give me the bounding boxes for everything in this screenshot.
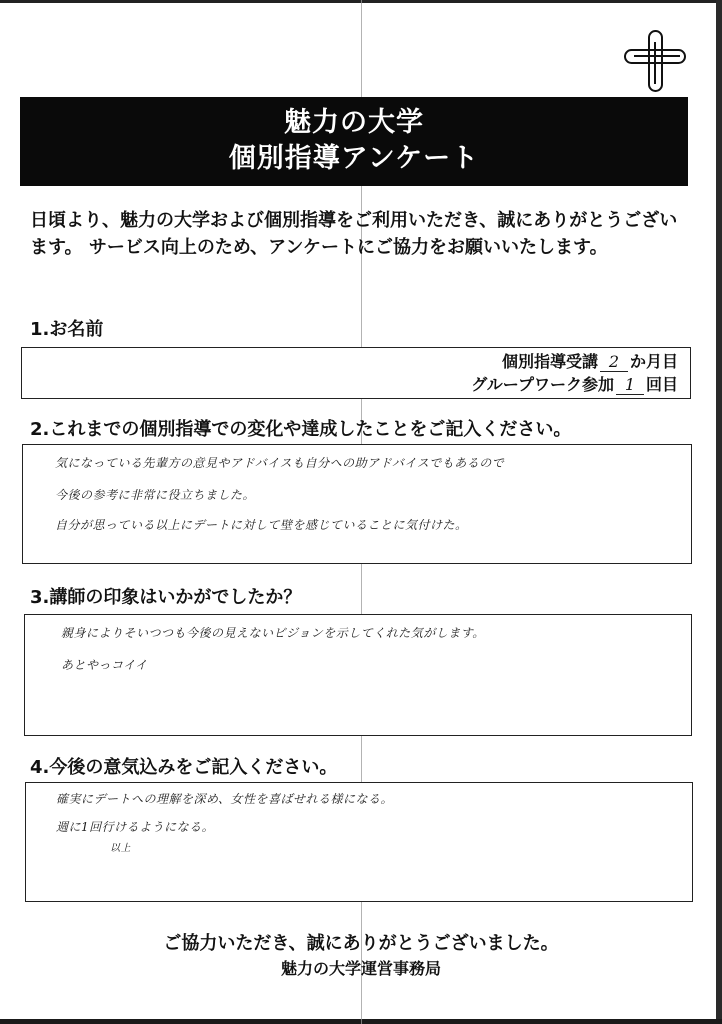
q2-answer-line: 今後の参考に非常に役立ちました。: [55, 488, 256, 502]
q2-answer-line: 気になっている先輩方の意見やアドバイスも自分への助アドバイスでもあるので: [55, 456, 505, 470]
q2-answer-box[interactable]: [22, 444, 692, 564]
lesson-months-value[interactable]: 2: [600, 353, 628, 372]
q3-answer-line: 親身によりそいつつも今後の見えないビジョンを示してくれた気がします。: [61, 626, 485, 640]
plus-logo-icon: [622, 28, 688, 94]
q4-insert-annotation: 以上: [110, 843, 131, 854]
q3-answer-line: あとやっコイイ: [61, 658, 148, 672]
lesson-unit: か月目: [629, 352, 678, 371]
q4-answer-line: 週に1回行けるようになる。: [56, 820, 215, 834]
group-unit: 回目: [645, 375, 678, 394]
office-name: 魅力の大学運営事務局: [280, 959, 441, 978]
q2-answer-line: 自分が思っている以上にデートに対して壁を感じていることに気付けた。: [55, 518, 468, 532]
intro-text: 日頃より、魅力の大学および個別指導をご利用いただき、誠にありがとうございます。 サービス向上のため、アンケートにご協力をお願いいたします。: [30, 210, 678, 258]
group-label: グループワーク参加: [471, 375, 614, 394]
title-banner: [20, 97, 688, 186]
q3-heading: 3.講師の印象はいかがでしたか？: [30, 587, 302, 608]
scan-edge-right: [716, 0, 722, 1024]
q4-answer-box[interactable]: [25, 782, 693, 902]
q1-heading: 1.お名前: [30, 319, 104, 340]
group-work-line: [471, 374, 678, 396]
group-count-value[interactable]: 1: [616, 376, 644, 395]
q4-answer-line: 確実にデートへの理解を深め、女性を喜ばせれる様になる。: [56, 792, 394, 806]
survey-title: 個別指導アンケート: [228, 143, 480, 174]
q4-heading: 4.今後の意気込みをご記入ください。: [30, 757, 338, 778]
lesson-months-line: [502, 351, 678, 373]
lesson-label: 個別指導受講: [501, 352, 598, 371]
q2-heading: 2.これまでの個別指導での変化や達成したことをご記入ください。: [30, 419, 572, 440]
q3-answer-box[interactable]: [24, 614, 692, 736]
name-field[interactable]: [21, 347, 691, 399]
university-title: 魅力の大学: [284, 107, 424, 138]
thanks-message: ご協力いただき、誠にありがとうございました。: [163, 933, 559, 954]
